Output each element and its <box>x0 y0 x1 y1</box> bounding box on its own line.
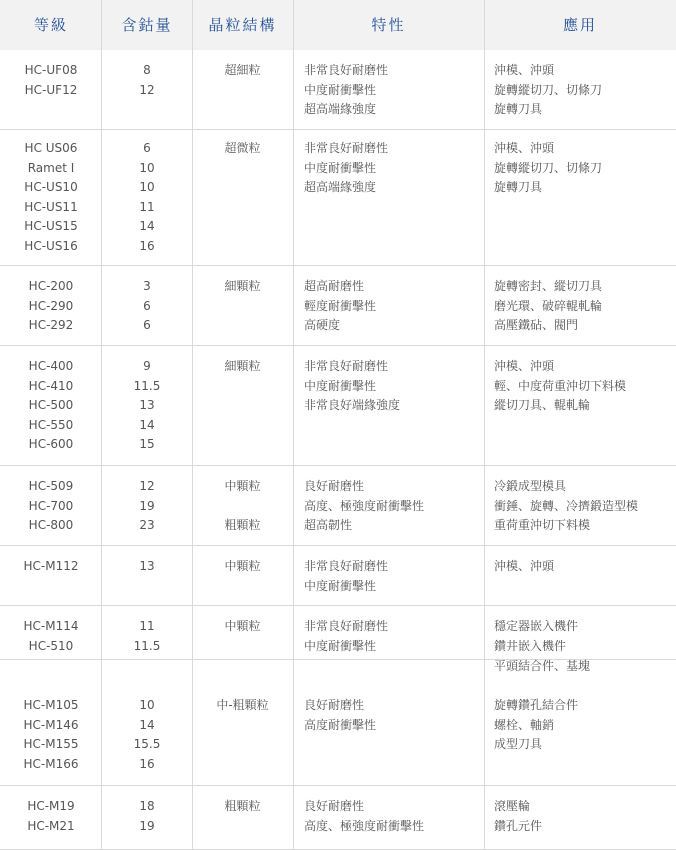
property-line: 高度耐衝擊性 <box>304 717 377 732</box>
cell-cobalt <box>102 477 192 536</box>
grade-value <box>0 657 102 677</box>
grade-value: HC-M114 <box>23 619 79 633</box>
header-grade: 等級 <box>33 16 68 34</box>
grade-value: HC-410 <box>28 378 74 393</box>
cell-grade <box>0 61 102 100</box>
grain-value: 粗顆粒 <box>224 799 261 813</box>
row-divider <box>0 785 676 786</box>
grade-value: HC-200 <box>28 279 74 293</box>
grade-value: HC-550 <box>28 417 74 432</box>
cell-properties <box>293 277 484 336</box>
cell-cobalt <box>102 617 192 656</box>
cell-grain <box>192 657 293 716</box>
cell-grain <box>192 477 293 536</box>
cell-applications <box>484 657 676 755</box>
property-line: 中度耐衝擊性 <box>304 82 377 97</box>
row-divider <box>0 265 676 266</box>
cobalt-value: 15 <box>139 437 155 452</box>
cobalt-value: 6 <box>143 141 151 155</box>
cell-applications <box>484 61 676 120</box>
cell-properties <box>293 557 484 596</box>
grade-value: HC-M155 <box>23 737 79 752</box>
property-line: 中度耐衝擊性 <box>304 378 377 393</box>
property-line: 非常良好耐磨性 <box>304 619 389 633</box>
cell-cobalt <box>102 657 192 775</box>
property-line: 高度、極強度耐衝擊性 <box>304 498 425 513</box>
cell-grain <box>192 139 293 159</box>
row-divider <box>0 605 676 606</box>
application-line: 鑽孔元件 <box>494 818 543 833</box>
grade-value: HC-UF08 <box>24 63 78 77</box>
property-line: 超高耐磨性 <box>304 279 365 293</box>
cell-grade <box>0 477 102 536</box>
cell-properties <box>293 357 484 416</box>
application-line: 旋轉縱切刀、切條刀 <box>494 82 603 97</box>
property-line: 高度、極強度耐衝擊性 <box>304 818 425 833</box>
cobalt-value <box>102 657 192 677</box>
cell-cobalt <box>102 357 192 455</box>
header-cobalt: 含鈷量 <box>121 16 173 34</box>
application-line: 旋轉縱切刀、切條刀 <box>494 160 603 175</box>
grain-value <box>192 677 293 697</box>
grade-value: HC-510 <box>28 638 74 653</box>
application-line: 旋轉刀具 <box>494 180 543 195</box>
property-line: 輕度耐衝擊性 <box>304 298 377 313</box>
grain-value: 中-粗顆粒 <box>216 698 269 713</box>
application-line: 鑽井嵌入機件 <box>494 638 567 653</box>
cobalt-value: 23 <box>139 518 155 533</box>
cell-cobalt <box>102 61 192 100</box>
application-line: 螺栓、軸銷 <box>494 717 555 732</box>
cobalt-value: 14 <box>139 717 155 732</box>
grade-value: HC-US11 <box>24 199 78 214</box>
cobalt-value: 11 <box>139 199 155 214</box>
cobalt-value: 11.5 <box>133 378 161 393</box>
grade-value: HC-700 <box>28 498 74 513</box>
cobalt-value: 11 <box>139 619 155 633</box>
grain-value: 超細粒 <box>224 63 261 77</box>
grade-value: HC-M19 <box>27 799 75 813</box>
property-line: 非常良好耐磨性 <box>304 559 389 573</box>
property-line: 超高端緣強度 <box>304 102 377 117</box>
cell-grade <box>0 357 102 455</box>
property-line: 良好耐磨性 <box>304 479 365 493</box>
header-applications: 應用 <box>562 16 597 34</box>
cell-cobalt <box>102 797 192 836</box>
cell-grain <box>192 61 293 81</box>
cobalt-value: 3 <box>143 279 151 293</box>
grade-value: HC-UF12 <box>24 82 78 97</box>
cell-grade <box>0 797 102 836</box>
cell-grain <box>192 557 293 577</box>
property-line: 超高端緣強度 <box>304 180 377 195</box>
application-line: 輕、中度荷重沖切下料模 <box>494 378 627 393</box>
cell-applications <box>484 557 676 577</box>
grade-value: HC-292 <box>28 318 74 333</box>
application-line: 滾壓輪 <box>494 799 531 813</box>
grade-value: HC-M105 <box>23 698 79 713</box>
cobalt-value: 11.5 <box>133 638 161 653</box>
grain-value: 細顆粒 <box>224 279 261 293</box>
property-line: 良好耐磨性 <box>304 799 365 813</box>
application-line <box>494 677 676 697</box>
cell-applications <box>484 357 676 416</box>
grade-value: Ramet I <box>27 160 75 175</box>
property-line: 超高韌性 <box>304 518 353 533</box>
cell-properties <box>293 797 484 836</box>
cobalt-value: 10 <box>139 698 155 713</box>
property-line: 非常良好耐磨性 <box>304 141 389 155</box>
application-line: 平頭結合件、基塊 <box>494 659 591 673</box>
grain-value <box>192 657 293 677</box>
cobalt-value: 8 <box>143 63 151 77</box>
grade-value: HC-US10 <box>24 180 78 195</box>
grade-value: HC-600 <box>28 437 74 452</box>
grade-value: HC-400 <box>28 359 74 373</box>
cell-grade <box>0 617 102 656</box>
cell-grade <box>0 277 102 336</box>
cobalt-value: 15.5 <box>133 737 161 752</box>
cell-grain <box>192 617 293 637</box>
grain-value <box>192 497 293 517</box>
application-line: 旋轉密封、縱切刀具 <box>494 279 603 293</box>
grain-value: 中顆粒 <box>224 619 261 633</box>
property-line: 非常良好端緣強度 <box>304 398 401 413</box>
cobalt-value: 12 <box>139 479 155 493</box>
cobalt-value: 6 <box>143 298 151 313</box>
cell-applications <box>484 797 676 836</box>
application-line: 衝錘、旋轉、冷擠鍛造型模 <box>494 498 639 513</box>
application-line: 縱切刀具、輥軋輪 <box>494 398 591 413</box>
grade-value: HC-M146 <box>23 717 79 732</box>
cell-properties <box>293 61 484 120</box>
application-line: 沖模、沖頭 <box>494 63 555 77</box>
grade-value: HC-800 <box>28 518 74 533</box>
header-grain: 晶粒結構 <box>208 16 277 34</box>
grade-value: HC-US16 <box>24 238 78 253</box>
header-properties: 特性 <box>371 16 406 34</box>
property-line <box>304 677 484 697</box>
property-line: 非常良好耐磨性 <box>304 359 389 373</box>
application-line: 冷鍛成型模具 <box>494 479 567 493</box>
cell-applications <box>484 617 676 656</box>
application-line: 沖模、沖頭 <box>494 141 555 155</box>
row-divider <box>0 129 676 130</box>
grain-value: 中顆粒 <box>224 559 261 573</box>
cobalt-value: 13 <box>139 398 155 413</box>
application-line: 重荷重沖切下料模 <box>494 518 591 533</box>
property-line: 非常良好耐磨性 <box>304 63 389 77</box>
cobalt-value: 19 <box>139 818 155 833</box>
property-line: 中度耐衝擊性 <box>304 638 377 653</box>
cell-properties <box>293 477 484 536</box>
cell-grade <box>0 139 102 257</box>
cell-applications <box>484 139 676 198</box>
row-divider <box>0 545 676 546</box>
cobalt-value: 12 <box>139 82 155 97</box>
cobalt-value <box>102 677 192 697</box>
cobalt-value: 6 <box>143 318 151 333</box>
application-line: 成型刀具 <box>494 737 543 752</box>
row-divider <box>0 465 676 466</box>
grade-value: HC US06 <box>24 141 78 155</box>
cell-grade <box>0 657 102 775</box>
cobalt-value: 16 <box>139 756 155 771</box>
grade-value: HC-290 <box>28 298 74 313</box>
cell-cobalt <box>102 139 192 257</box>
cell-grain <box>192 797 293 817</box>
cobalt-value: 14 <box>139 417 155 432</box>
grade-value <box>0 677 102 697</box>
application-line: 旋轉鑽孔結合件 <box>494 698 579 713</box>
application-line: 旋轉刀具 <box>494 102 543 117</box>
cobalt-value: 10 <box>139 180 155 195</box>
cobalt-value: 13 <box>139 559 155 573</box>
application-line: 沖模、沖頭 <box>494 559 555 573</box>
application-line: 穩定器嵌入機件 <box>494 619 579 633</box>
property-line: 高硬度 <box>304 318 341 333</box>
cobalt-value: 16 <box>139 238 155 253</box>
property-line: 良好耐磨性 <box>304 698 365 713</box>
application-line: 高壓鐵砧、閥門 <box>494 318 579 333</box>
grade-value: HC-US15 <box>24 219 78 234</box>
cell-grain <box>192 277 293 297</box>
cell-cobalt <box>102 277 192 336</box>
cell-applications <box>484 277 676 336</box>
cell-properties <box>293 657 484 735</box>
grain-value: 中顆粒 <box>224 479 261 493</box>
cell-properties <box>293 139 484 198</box>
cobalt-value: 14 <box>139 219 155 234</box>
grain-value: 細顆粒 <box>224 359 261 373</box>
grade-value: HC-M112 <box>23 559 79 573</box>
grade-value: HC-500 <box>28 398 74 413</box>
cobalt-value: 9 <box>143 359 151 373</box>
row-divider <box>0 345 676 346</box>
grade-value: HC-509 <box>28 479 74 493</box>
property-line <box>304 657 484 677</box>
cell-properties <box>293 617 484 656</box>
property-line: 中度耐衝擊性 <box>304 578 377 593</box>
cell-grade <box>0 557 102 577</box>
grain-value: 超微粒 <box>224 141 261 155</box>
cell-cobalt <box>102 557 192 577</box>
cobalt-value: 10 <box>139 160 155 175</box>
application-line: 磨光環、破碎輥軋輪 <box>494 298 603 313</box>
grade-value: HC-M166 <box>23 756 79 771</box>
application-line: 沖模、沖頭 <box>494 359 555 373</box>
cell-grain <box>192 357 293 377</box>
cobalt-value: 19 <box>139 498 155 513</box>
grade-value: HC-M21 <box>27 818 75 833</box>
grain-value: 粗顆粒 <box>224 518 261 533</box>
property-line: 中度耐衝擊性 <box>304 160 377 175</box>
cobalt-value: 18 <box>139 799 155 813</box>
column-divider <box>192 0 193 850</box>
cell-applications <box>484 477 676 536</box>
